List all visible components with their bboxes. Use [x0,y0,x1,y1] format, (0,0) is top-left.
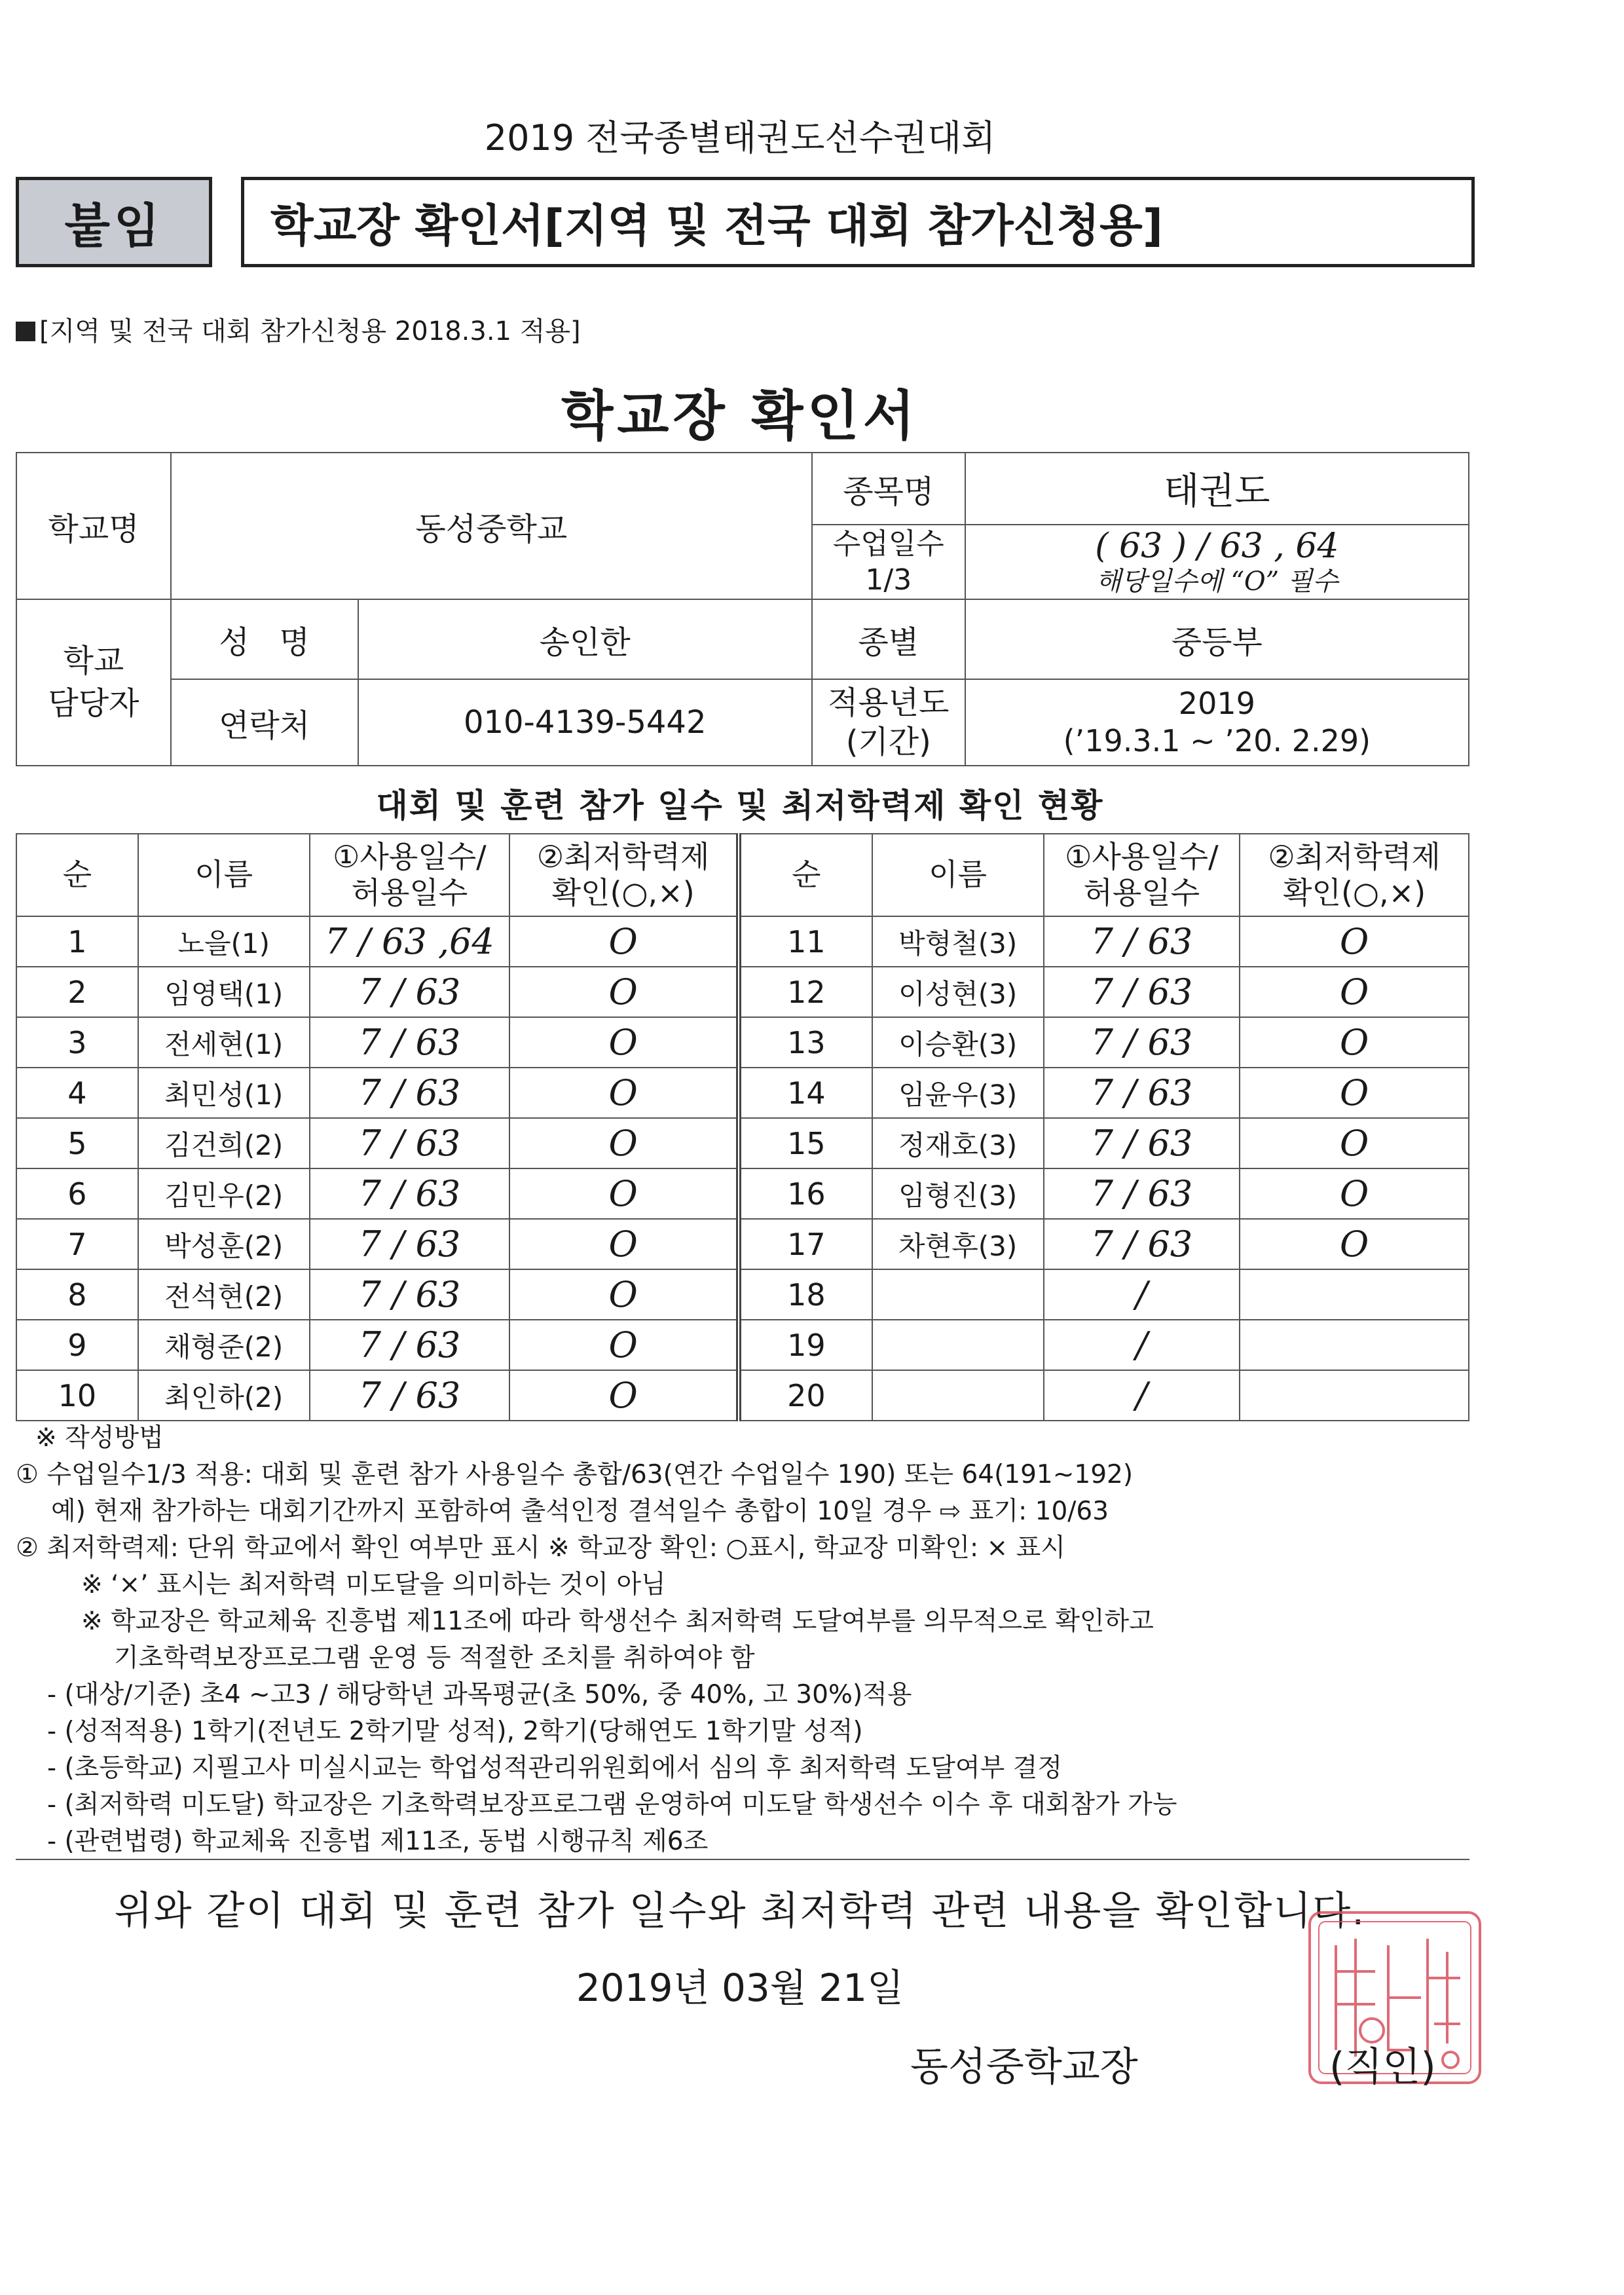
seal-label: (직인) [1329,2044,1436,2090]
row-days: 7 / 63 [1044,1068,1240,1118]
row-days: / [1044,1269,1240,1320]
row-name [872,1269,1044,1320]
school-name-value: 동성중학교 [171,453,812,599]
row-no: 16 [739,1168,872,1219]
participation-table-header [16,834,1469,916]
school-days-note: 해당일수에 “O” 필수 [1096,566,1338,597]
header-min-right-1: ②최저학력제 [1268,838,1441,874]
attachment-tag-label: 붙임 [64,198,164,253]
division-label: 종별 [812,599,965,679]
row-min-check: O [509,1320,739,1370]
header-min-left-1: ②최저학력제 [536,838,710,874]
row-days: 7 / 63 [310,1168,510,1219]
table-row [16,1168,1469,1219]
applicability-note-text: [지역 및 전국 대회 참가신청용 2018.3.1 적용] [39,316,581,346]
row-no: 12 [739,967,872,1017]
row-days: 7 / 63 [310,1370,510,1421]
row-days: 7 / 63 [310,1320,510,1370]
instruction-1-example: 예) 현재 참가하는 대회기간까지 포함하여 출석인정 결석일수 총합이 10일 경우 ⇨ 표기: 10/63 [51,1497,1109,1526]
section-title: 대회 및 훈련 참가 일수 및 최저학력제 확인 현황 [376,787,1104,825]
row-min-check: O [509,1370,739,1421]
row-name: 김건희(2) [138,1118,310,1168]
row-min-check: O [1240,1168,1469,1219]
row-days: / [1044,1370,1240,1421]
row-name: 노을(1) [138,916,310,967]
contact-value: 010-4139-5442 [358,679,812,766]
row-days: 7 / 63 [1044,967,1240,1017]
attachment-tag [16,177,212,267]
row-days: 7 / 63 ,64 [310,916,510,967]
row-days: 7 / 63 [310,1118,510,1168]
row-name: 임영택(1) [138,967,310,1017]
document-title-box [241,177,1475,267]
row-no: 15 [739,1118,872,1168]
row-days: 7 / 63 [310,1219,510,1269]
manager-label-line2: 담당자 [48,685,139,722]
row-name: 최민성(1) [138,1068,310,1118]
row-min-check: O [509,916,739,967]
header-name-left: 이름 [138,834,310,916]
row-min-check: O [509,967,739,1017]
row-min-check [1240,1269,1469,1320]
detail-law: - (관련법령) 학교체육 진흥법 제11조, 동법 시행규칙 제6조 [47,1827,709,1856]
row-no: 14 [739,1068,872,1118]
row-days: 7 / 63 [310,1068,510,1118]
header-name-right: 이름 [872,834,1044,916]
row-no: 13 [739,1017,872,1068]
table-row [16,1068,1469,1118]
row-name: 이성현(3) [872,967,1044,1017]
row-no: 3 [16,1017,138,1068]
header-days-left-2: 허용일수 [351,875,468,910]
row-min-check: O [509,1017,739,1068]
row-min-check: O [1240,967,1469,1017]
event-value: 태권도 [965,453,1469,525]
detail-below-min: - (최저학력 미도달) 학교장은 기초학력보장프로그램 운영하여 미도달 학생선수 이수 후 대회참가 가능 [47,1790,1177,1819]
division-value: 중등부 [965,599,1469,679]
row-name: 최인하(2) [138,1370,310,1421]
row-min-check [1240,1370,1469,1421]
row-name: 김민우(2) [138,1168,310,1219]
row-min-check [1240,1320,1469,1370]
header-days-right-1: ①사용일수/ [1065,838,1219,874]
issue-date: 2019년 03월 21일 [576,1966,904,2010]
school-days-value: ( 63 ) / 63 , 64 [1095,527,1339,567]
row-no: 7 [16,1219,138,1269]
row-name: 박성훈(2) [138,1219,310,1269]
divider [16,1859,1469,1860]
row-days: 7 / 63 [310,1017,510,1068]
row-name [872,1320,1044,1370]
page-title: 학교장 확인서 [561,385,919,447]
instructions-heading: ※ 작성방법 [35,1423,164,1453]
period-value: (’19.3.1 ~ ’20. 2.29) [1063,723,1371,758]
row-min-check: O [1240,916,1469,967]
square-bullet-icon [16,322,35,341]
table-row [16,1219,1469,1269]
row-no: 10 [16,1370,138,1421]
row-days: 7 / 63 [1044,1118,1240,1168]
contact-label: 연락처 [171,679,358,766]
row-name: 박형철(3) [872,916,1044,967]
detail-grades: - (성적적용) 1학기(전년도 2학기말 성적), 2학기(당해연도 1학기말 성적) [47,1717,863,1746]
instruction-4: ※ 학교장은 학교체육 진흥법 제11조에 따라 학생선수 최저학력 도달여부를 의무적으로 확인하고 [81,1607,1154,1636]
table-row [16,916,1469,967]
school-days-label-fraction: 1/3 [865,563,912,597]
row-name: 임윤우(3) [872,1068,1044,1118]
table-row [16,967,1469,1017]
manager-name-label: 성 명 [171,599,358,679]
confirmation-statement: 위와 같이 대회 및 훈련 참가 일수와 최저학력 관련 내용을 확인합니다. [114,1888,1366,1934]
row-min-check: O [509,1118,739,1168]
row-no: 20 [739,1370,872,1421]
row-min-check: O [509,1068,739,1118]
table-row [16,1269,1469,1320]
row-name: 채형준(2) [138,1320,310,1370]
row-name [872,1370,1044,1421]
row-no: 5 [16,1118,138,1168]
participation-table [16,833,1469,1421]
row-name: 이승환(3) [872,1017,1044,1068]
row-min-check: O [1240,1068,1469,1118]
document-title: 학교장 확인서[지역 및 전국 대회 참가신청용] [270,200,1163,252]
table-row [16,1370,1469,1421]
row-min-check: O [1240,1118,1469,1168]
row-no: 4 [16,1068,138,1118]
header-no-right: 순 [739,834,872,916]
row-days: 7 / 63 [1044,916,1240,967]
header-days-left-1: ①사용일수/ [333,838,487,874]
row-name: 임형진(3) [872,1168,1044,1219]
row-no: 19 [739,1320,872,1370]
year-label-line1: 적용년도 [828,684,950,721]
row-no: 17 [739,1219,872,1269]
school-info-table [16,452,1469,766]
event-label: 종목명 [812,453,965,525]
row-days: 7 / 63 [310,1269,510,1320]
applicability-note [16,310,581,348]
row-min-check: O [509,1168,739,1219]
writing-instructions [16,1420,1476,1860]
table-row [16,1320,1469,1370]
instruction-4-cont: 기초학력보장프로그램 운영 등 적절한 조치를 취하여야 함 [114,1643,755,1673]
row-no: 11 [739,916,872,967]
instruction-2: ② 최저학력제: 단위 학교에서 확인 여부만 표시 ※ 학교장 확인: ○표시, 학교장 미확인: × 표시 [16,1533,1065,1563]
event-title: 2019 전국종별태권도선수권대회 [484,117,996,159]
row-days: 7 / 63 [1044,1219,1240,1269]
row-name: 정재호(3) [872,1118,1044,1168]
row-no: 1 [16,916,138,967]
principal-title: 동성중학교장 [910,2044,1138,2090]
row-min-check: O [509,1269,739,1320]
header-no-left: 순 [16,834,138,916]
row-days: 7 / 63 [310,967,510,1017]
header-min-right-2: 확인(○,×) [1283,875,1426,910]
year-value: 2019 [1178,685,1255,721]
row-no: 2 [16,967,138,1017]
manager-name-value: 송인한 [358,599,812,679]
school-name-label: 학교명 [16,453,171,599]
table-row [16,1017,1469,1068]
row-min-check: O [1240,1017,1469,1068]
row-name: 전석현(2) [138,1269,310,1320]
row-min-check: O [1240,1219,1469,1269]
row-min-check: O [509,1219,739,1269]
row-no: 9 [16,1320,138,1370]
row-name: 전세현(1) [138,1017,310,1068]
header-days-right-2: 허용일수 [1083,875,1200,910]
row-days: / [1044,1320,1240,1370]
year-label-line2: (기간) [845,724,931,760]
school-days-label: 수업일수 [832,527,944,561]
detail-target: - (대상/기준) 초4 ~고3 / 해당학년 과목평균(초 50%, 중 40%, 고 30%)적용 [47,1680,912,1709]
row-name: 차현후(3) [872,1219,1044,1269]
detail-elementary: - (초등학교) 지필고사 미실시교는 학업성적관리위원회에서 심의 후 최저학력 도달여부 결정 [47,1753,1063,1783]
row-no: 8 [16,1269,138,1320]
row-days: 7 / 63 [1044,1017,1240,1068]
row-no: 18 [739,1269,872,1320]
instruction-1: ① 수업일수1/3 적용: 대회 및 훈련 참가 사용일수 총합/63(연간 수업일수 190) 또는 64(191~192) [16,1460,1134,1489]
table-row [16,1118,1469,1168]
header-min-left-2: 확인(○,×) [551,875,695,910]
instruction-3: ※ ‘×’ 표시는 최저학력 미도달을 의미하는 것이 아님 [81,1570,666,1599]
row-days: 7 / 63 [1044,1168,1240,1219]
manager-label-line1: 학교 [63,643,124,680]
row-no: 6 [16,1168,138,1219]
